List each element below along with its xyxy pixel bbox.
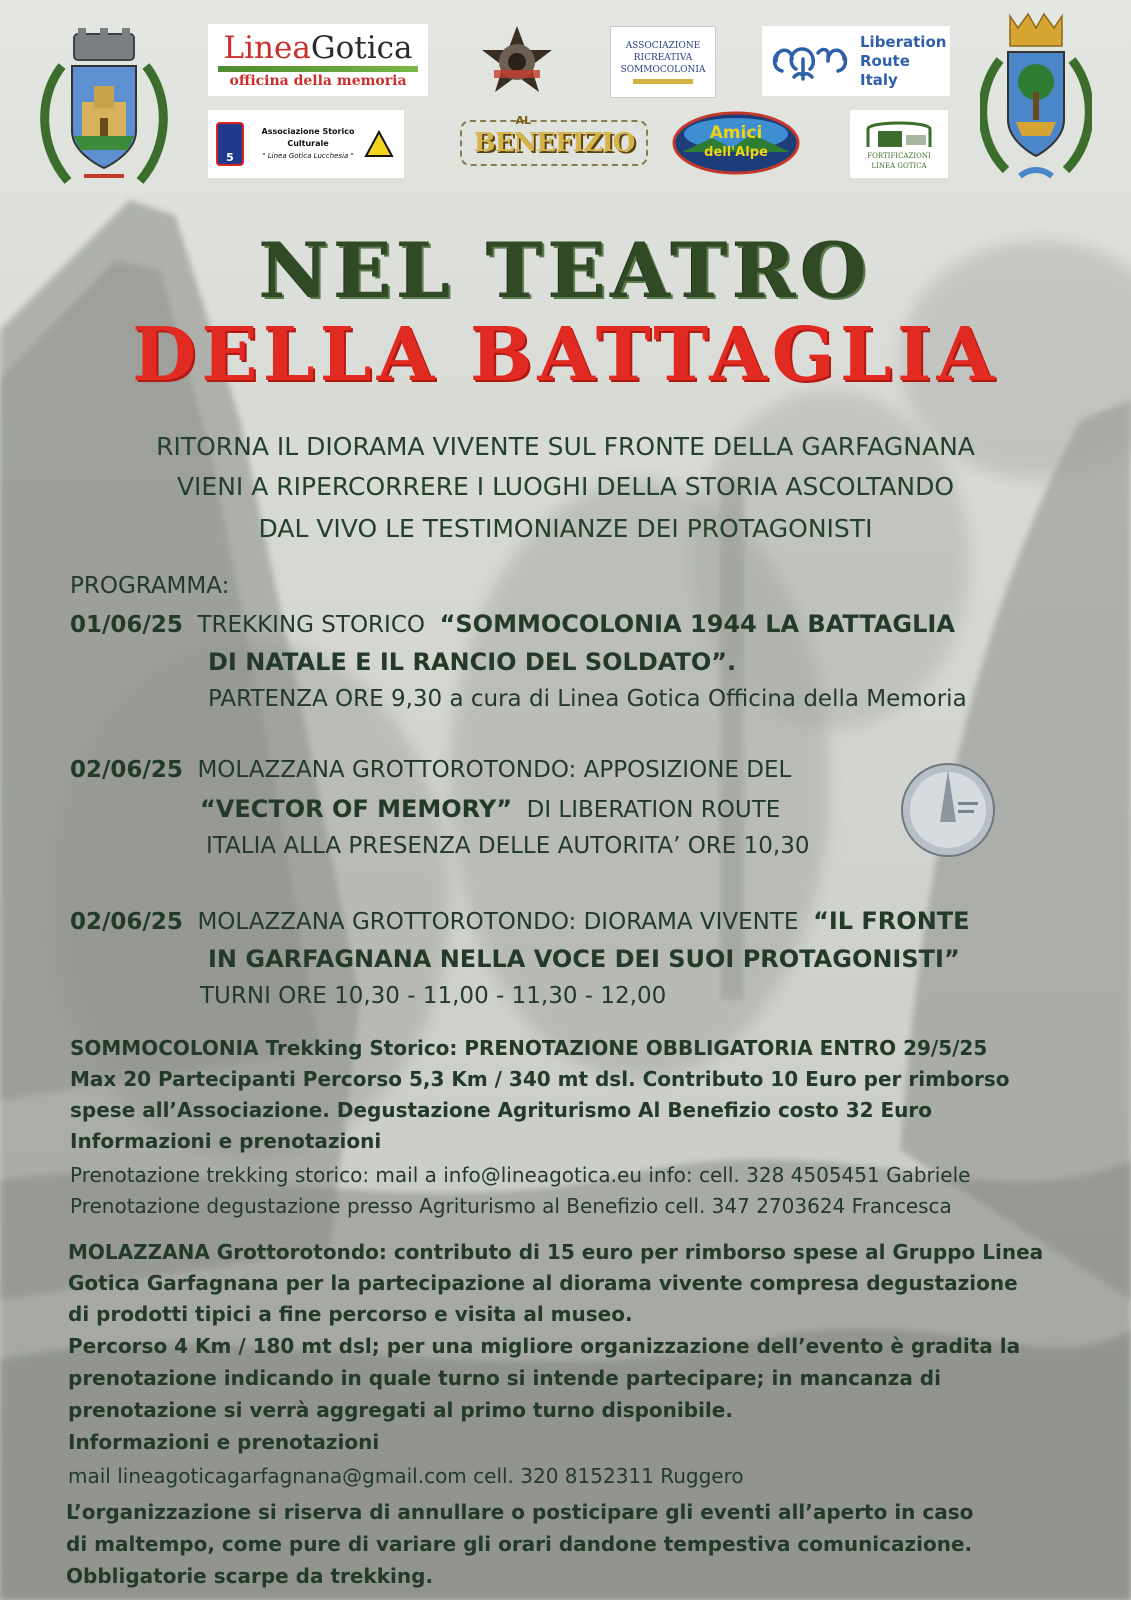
logo-ass-line3: SOMMOCOLONIA xyxy=(620,65,706,75)
som-line-4: Informazioni e prenotazioni xyxy=(70,1129,382,1153)
logo-fortificazioni-linea-gotica xyxy=(850,110,948,178)
logo-liberation-route-italy xyxy=(762,26,950,96)
liberation-route-icon xyxy=(770,39,850,83)
event1-title-2: DI NATALE E IL RANCIO DEL SOLDATO”. xyxy=(208,648,737,676)
logo-gothic-line-emblem xyxy=(480,24,554,98)
logo-benefizio-text: BENEFIZIO xyxy=(473,128,635,158)
coat-of-arms-icon xyxy=(980,10,1092,188)
event3-title-2: IN GARFAGNANA NELLA VOCE DEI SUOI PROTAGONISTI” xyxy=(208,945,960,973)
mol-line-5: prenotazione indicando in quale turno si intende partecipare; in mancanza di xyxy=(68,1366,941,1390)
event1-detail: PARTENZA ORE 9,30 a cura di Linea Gotica Officina della Memoria xyxy=(208,686,967,712)
vector-of-memory-disc-image xyxy=(900,762,996,858)
logo-gotica-text: Gotica xyxy=(310,30,413,66)
title-line-2: DELLA BATTAGLIA xyxy=(132,312,999,398)
som-line-3: spese all’Associazione. Degustazione Agriturismo Al Benefizio costo 32 Euro xyxy=(70,1098,933,1122)
memory-disc-icon xyxy=(900,762,996,858)
logo-associazione-ricreativa-sommocolonia xyxy=(610,26,716,98)
mol-line-4: Percorso 4 Km / 180 mt dsl; per una migliore organizzazione dell’evento è gradita la xyxy=(68,1334,1021,1358)
logo-ass-line1: ASSOCIAZIONE xyxy=(625,41,701,51)
event2-line3: ITALIA ALLA PRESENZA DELLE AUTORITA’ ORE 10,30 xyxy=(206,833,810,859)
municipality-coat-of-arms-left xyxy=(38,26,170,196)
event2-line2 xyxy=(200,795,780,823)
logo-linea-gotica-officina xyxy=(208,24,428,96)
logo-italy-text: Italy xyxy=(860,70,898,89)
som-line-1: SOMMOCOLONIA Trekking Storico: PRENOTAZIONE OBBLIGATORIA ENTRO 29/5/25 xyxy=(70,1036,988,1060)
event2-vector: “VECTOR OF MEMORY” xyxy=(200,795,512,823)
coat-of-arms-icon xyxy=(38,26,170,196)
event3-detail: TURNI ORE 10,30 - 11,00 - 11,30 - 12,00 xyxy=(200,983,667,1009)
event1-title-1: “SOMMOCOLONIA 1944 LA BATTAGLIA xyxy=(439,610,955,638)
logo-ass-underline xyxy=(633,79,693,84)
mol-line-3: di prodotti tipici a fine percorso e visita al museo. xyxy=(68,1302,633,1326)
mol-line-7: Informazioni e prenotazioni xyxy=(68,1430,380,1454)
event1-line1 xyxy=(70,610,955,638)
event3-title-1: “IL FRONTE xyxy=(813,907,970,935)
logo-amici-text: Amici xyxy=(709,123,763,143)
logo-amici-dell-alpe xyxy=(672,110,800,176)
event3-label: MOLAZZANA GROTTOROTONDO: DIORAMA VIVENTE xyxy=(197,909,799,935)
event2-date: 02/06/25 xyxy=(70,757,183,783)
som-line-2: Max 20 Partecipanti Percorso 5,3 Km / 340 mt dsl. Contributo 10 Euro per rimborso xyxy=(70,1067,1010,1091)
event3-date: 02/06/25 xyxy=(70,909,183,935)
intro-line-2: VIENI A RIPERCORRERE I LUOGHI DELLA STORIA ASCOLTANDO xyxy=(176,472,955,501)
som-line-6: Prenotazione degustazione presso Agriturismo al Benefizio cell. 347 2703624 Francesca xyxy=(70,1194,952,1218)
logo-liberation-text: Liberation xyxy=(860,32,947,51)
fifth-army-badge-icon xyxy=(216,122,244,166)
mol-line-8: mail lineagoticagarfagnana@gmail.com cell. 320 8152311 Ruggero xyxy=(68,1464,744,1488)
som-line-5: Prenotazione trekking storico: mail a info@lineagotica.eu info: cell. 328 4505451 Gabriele xyxy=(70,1163,971,1187)
logo-asc-line2: " Linea Gotica Lucchesia " xyxy=(262,152,354,160)
event3-line1 xyxy=(70,907,970,935)
mol-line-6: prenotazione si verrà aggregati al primo turno disponibile. xyxy=(68,1398,733,1422)
logo-associazione-storico-culturale xyxy=(208,110,404,178)
event2-line1-text: MOLAZZANA GROTTOROTONDO: APPOSIZIONE DEL xyxy=(197,757,792,783)
footer-line-1: L’organizzazione si riserva di annullare o posticipare gli eventi all’aperto in caso xyxy=(66,1500,974,1524)
event1-label: TREKKING STORICO xyxy=(197,612,425,638)
mol-line-2: Gotica Garfagnana per la partecipazione al diorama vivente compresa degustazione xyxy=(68,1271,1018,1295)
logo-linea-text: Linea xyxy=(223,30,311,66)
logo-ass-line2: RICREATIVA xyxy=(633,53,693,63)
logo-fort-line2: LINEA GOTICA xyxy=(871,162,927,170)
logo-al-benefizio xyxy=(470,108,638,178)
event2-line2-text: DI LIBERATION ROUTE xyxy=(526,797,781,823)
intro-line-1: RITORNA IL DIORAMA VIVENTE SUL FRONTE DELLA GARFAGNANA xyxy=(156,432,975,461)
footer-line-2: di maltempo, come pure di variare gli orari dandone tempestiva comunicazione. xyxy=(66,1532,973,1556)
yellow-triangle-icon xyxy=(364,130,394,158)
logo-fort-line1: FORTIFICAZIONI xyxy=(867,152,931,160)
mol-line-1: MOLAZZANA Grottorotondo: contributo di 15 euro per rimborso spese al Gruppo Linea xyxy=(68,1240,1044,1264)
intro-line-3: DAL VIVO LE TESTIMONIANZE DEI PROTAGONISTI xyxy=(258,514,873,543)
footer-line-3: Obbligatorie scarpe da trekking. xyxy=(66,1564,434,1588)
municipality-coat-of-arms-right xyxy=(980,10,1092,188)
logo-asc-line1: Associazione Storico Culturale xyxy=(261,127,355,148)
logo-officina-text: officina della memoria xyxy=(229,73,407,89)
logo-route-text: Route xyxy=(860,51,910,70)
star-emblem-icon xyxy=(480,24,554,98)
badge-number: 5 xyxy=(226,151,234,164)
event1-date: 01/06/25 xyxy=(70,612,183,638)
logo-dellalpe-text: dell'Alpe xyxy=(704,145,768,160)
title-line-1: NEL TEATRO xyxy=(259,226,872,315)
logo-al-text: AL xyxy=(515,114,532,127)
bunker-icon xyxy=(864,117,934,151)
program-heading: PROGRAMMA: xyxy=(70,573,230,599)
event2-line1 xyxy=(70,757,791,783)
